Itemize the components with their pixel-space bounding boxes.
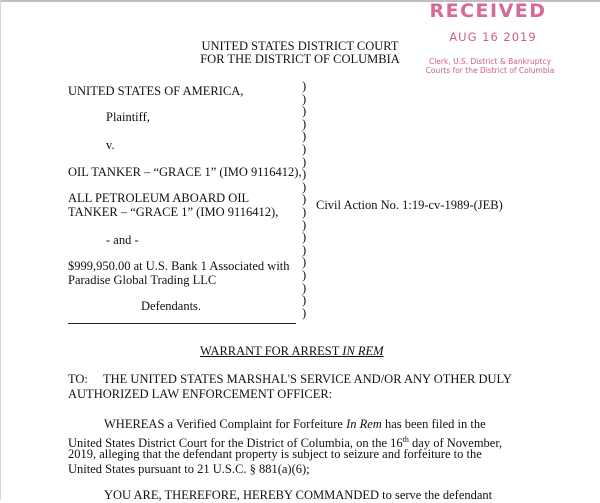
defendant-petroleum-line2: TANKER – “GRACE 1” (IMO 9116412), [68,205,279,219]
whereas-ordinal-suffix: th [402,435,409,444]
caption-parentheses: ) ) ) ) ) ) ) ) ) ) ) ) ) ) ) ) ) ) ) [302,79,307,320]
warrant-title-in-rem: IN REM [342,344,384,358]
defendant-petroleum-line1: ALL PETROLEUM ABOARD OIL [68,191,250,205]
whereas-line2-start: United States District Court for the District of Columbia, on the 16 [68,436,403,451]
plaintiff-name: UNITED STATES OF AMERICA, [68,84,244,98]
and-separator: - and - [106,233,139,247]
defendant-funds-line2: Paradise Global Trading LLC [68,273,217,287]
whereas-line1-end: has been filed in the [381,417,486,431]
page-left-border [0,0,1,500]
to-recipients-line1: THE UNITED STATES MARSHAL'S SERVICE AND/OR ANY OTHER DULY [103,372,512,386]
whereas-line1 [104,417,486,432]
defendants-role: Defendants. [141,299,202,313]
command-line1: YOU ARE, THEREFORE, HEREBY COMMANDED to serve the defendant [104,488,493,502]
whereas-line2-end: day of November, [408,436,503,451]
to-label: TO: [68,372,88,386]
whereas-line3: 2019, alleging that the defendant property is subject to seizure and forfeiture to the [68,447,482,461]
received-stamp-title: RECEIVED [429,0,547,22]
plaintiff-role: Plaintiff, [106,110,150,124]
court-heading [150,40,450,66]
whereas-line1-start: WHEREAS a Verified Complaint for Forfeiture [104,417,347,431]
to-recipients-line2: AUTHORIZED LAW ENFORCEMENT OFFICER: [68,387,333,401]
defendant-oil-tanker: OIL TANKER – “GRACE 1” (IMO 9116412), [68,165,302,179]
received-stamp-clerk-line1: Clerk, U.S. District & Bankruptcy [428,57,552,66]
whereas-line4: United States pursuant to 21 U.S.C. § 881(a)(6); [68,462,310,476]
received-stamp-clerk-line2: Courts for the District of Columbia [425,66,555,75]
whereas-in-rem: In Rem [346,417,382,431]
court-heading-line2: FOR THE DISTRICT OF COLUMBIA [200,52,400,66]
defendant-funds-line1: $999,950.00 at U.S. Bank 1 Associated with [68,259,290,273]
versus-label: v. [106,138,115,152]
warrant-title [200,344,384,359]
court-heading-line1: UNITED STATES DISTRICT COURT [201,39,399,53]
warrant-title-text: WARRANT FOR ARREST [200,344,343,358]
caption-bottom-rule [68,323,296,324]
received-stamp-date: AUG 16 2019 [449,30,537,44]
civil-action-number: Civil Action No. 1:19-cv-1989-(JEB) [316,198,503,212]
